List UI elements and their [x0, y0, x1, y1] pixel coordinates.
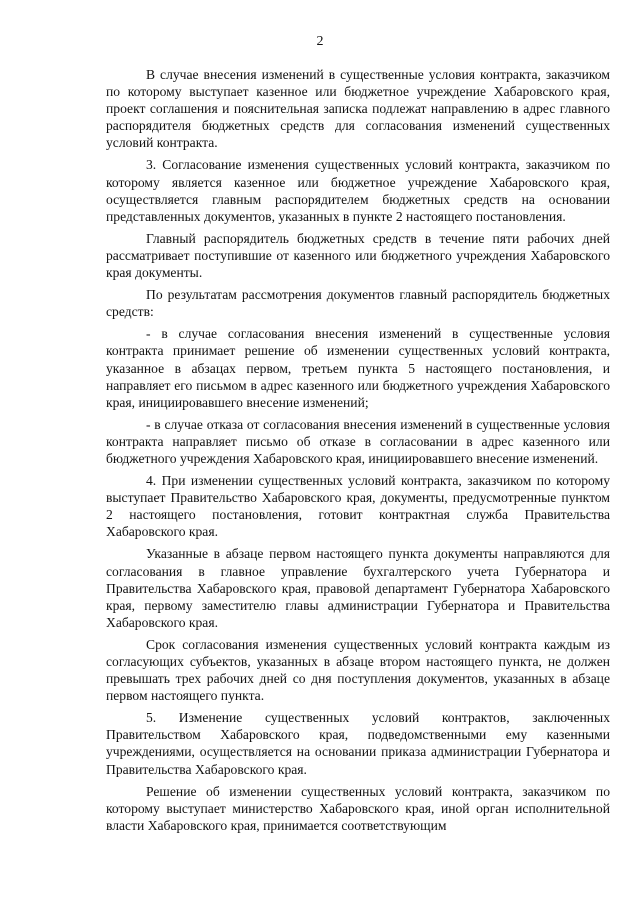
paragraph-7: 4. При изменении существенных условий контракта, заказчиком по которому выступает Правительство Хабаровского края, документы, предусмотренные пунктом 2 настоящего постановления, готовит контрактная служба Правительства Хабаровского края.	[106, 473, 610, 540]
paragraph-8: Указанные в абзаце первом настоящего пункта документы направляются для согласования в главное управление бухгалтерского учета Губернатора и Правительства Хабаровского края, правовой департамент Губернатора Хабаровского края, первому заместителю главы администрации Губернатора и Правительства Хабаровского края.	[106, 546, 610, 630]
paragraph-11: Решение об изменении существенных условий контракта, заказчиком по которому выступает министерство Хабаровского края, иной орган исполнительной власти Хабаровского края, принимается соответствующим	[106, 783, 610, 833]
paragraph-3: Главный распорядитель бюджетных средств в течение пяти рабочих дней рассматривает поступившие от казенного или бюджетного учреждения Хабаровского края документы.	[106, 230, 610, 281]
paragraph-5: - в случае согласования внесения изменений в существенные условия контракта принимает решение об изменении существенных условий контракта, указанное в абзацах первом, третьем пункта 5 настоящего постановления, и направляет его письмом в адрес казенного или бюджетного учреждения Хабаровского края, инициировавшего внесение изменений;	[106, 326, 610, 410]
paragraph-2: 3. Согласование изменения существенных условий контракта, заказчиком по которому является казенное или бюджетное учреждение Хабаровского края, осуществляется главным распорядителем бюджетных средств на основании представленных документов, указанных в пункте 2 настоящего постановления.	[106, 157, 610, 224]
paragraph-1: В случае внесения изменений в существенные условия контракта, заказчиком по которому выступает казенное или бюджетное учреждение Хабаровского края, проект соглашения и пояснительная записка подлежат направлению в адрес главного распорядителя бюджетных средств для согласования изменений существенных условий контракта.	[106, 67, 610, 151]
document-body	[106, 66, 610, 834]
paragraph-4: По результатам рассмотрения документов главный распорядитель бюджетных средств:	[106, 287, 610, 320]
paragraph-6: - в случае отказа от согласования внесения изменений в существенные условия контракта направляет письмо об отказе в согласовании в адрес казенного или бюджетного учреждения Хабаровского края, инициировавшего внесение изменений.	[106, 416, 610, 466]
page-number: 2	[316, 34, 324, 49]
paragraph-10: 5. Изменение существенных условий контрактов, заключенных Правительством Хабаровского края, подведомственными ему казенными учреждениями, осуществляется на основании приказа администрации Губернатора и Правительства Хабаровского края.	[106, 710, 610, 777]
paragraph-9: Срок согласования изменения существенных условий контракта каждым из согласующих субъектов, указанных в абзаце втором настоящего пункта, не должен превышать трех рабочих дней со дня поступления документов, указанных в абзаце первом настоящего пункта.	[106, 636, 610, 704]
